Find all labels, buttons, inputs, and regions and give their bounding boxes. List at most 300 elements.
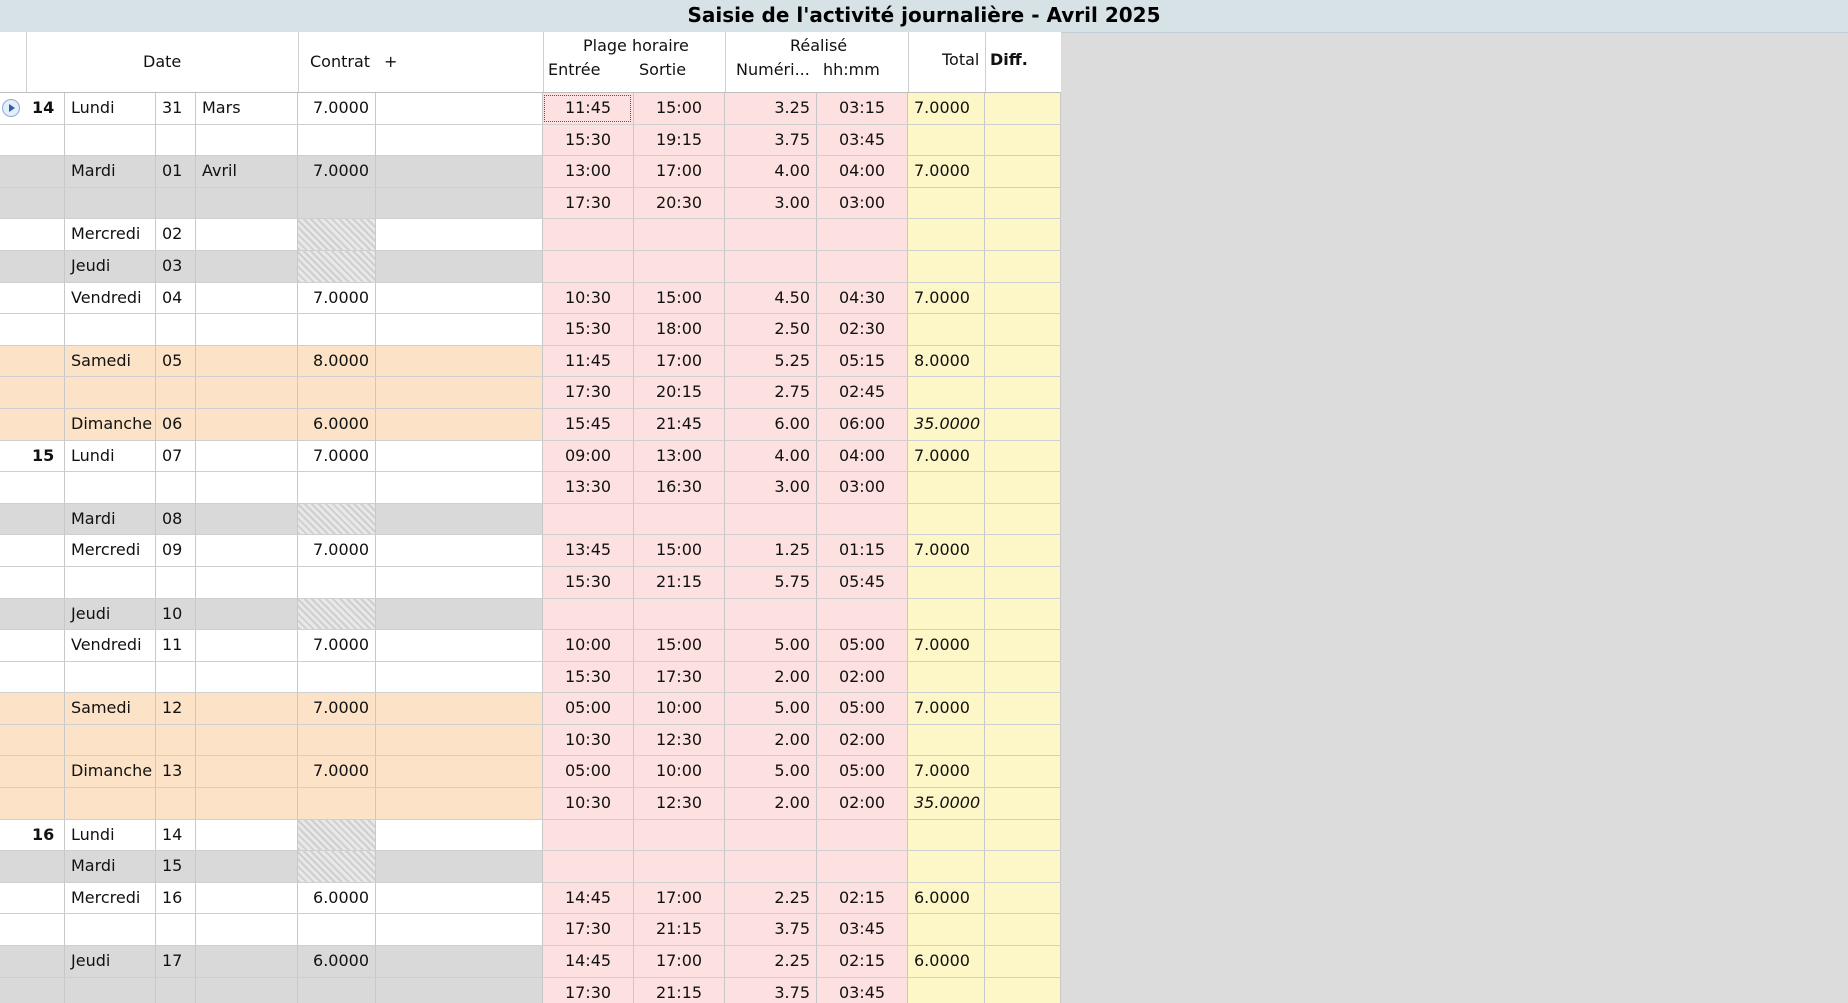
table-row[interactable] <box>0 851 1061 883</box>
total-cell[interactable]: 7.0000 <box>908 283 985 314</box>
total-cell[interactable]: 7.0000 <box>908 756 985 787</box>
hhmm-cell[interactable]: 02:15 <box>817 946 908 977</box>
entree-cell[interactable]: 15:30 <box>543 314 634 345</box>
diff-cell[interactable] <box>985 535 1061 566</box>
numeric-cell[interactable] <box>725 504 817 535</box>
contrat-cell[interactable]: 7.0000 <box>298 535 376 566</box>
table-row[interactable] <box>0 93 1061 125</box>
total-cell[interactable] <box>908 978 985 1003</box>
day-cell <box>65 662 156 693</box>
add-contrat-button[interactable]: + <box>384 52 398 71</box>
header-total[interactable]: Total <box>942 50 980 69</box>
contrat-extra-cell[interactable] <box>376 535 543 566</box>
total-cell[interactable]: 35.0000 <box>908 409 985 440</box>
contrat-extra-cell[interactable] <box>376 283 543 314</box>
diff-cell[interactable] <box>985 125 1061 156</box>
diff-cell[interactable] <box>985 472 1061 503</box>
total-cell[interactable] <box>908 314 985 345</box>
table-row[interactable] <box>0 978 1061 1003</box>
sortie-cell[interactable] <box>634 219 725 250</box>
table-row[interactable] <box>0 219 1061 251</box>
diff-cell[interactable] <box>985 188 1061 219</box>
numeric-cell[interactable] <box>725 820 817 851</box>
day-number-cell <box>156 662 196 693</box>
contrat-extra-cell[interactable] <box>376 978 543 1003</box>
table-row[interactable] <box>0 314 1061 346</box>
sortie-cell[interactable]: 17:00 <box>634 156 725 187</box>
numeric-cell[interactable]: 3.25 <box>725 93 817 124</box>
hhmm-cell[interactable]: 02:00 <box>817 662 908 693</box>
diff-cell[interactable] <box>985 504 1061 535</box>
contrat-extra-cell[interactable] <box>376 409 543 440</box>
contrat-cell[interactable] <box>298 567 376 598</box>
numeric-cell[interactable]: 4.50 <box>725 283 817 314</box>
contrat-cell[interactable]: 6.0000 <box>298 946 376 977</box>
sortie-cell[interactable]: 15:00 <box>634 630 725 661</box>
sortie-cell[interactable]: 21:45 <box>634 409 725 440</box>
contrat-extra-cell[interactable] <box>376 504 543 535</box>
week-cell <box>26 630 65 661</box>
table-row[interactable] <box>0 788 1061 820</box>
hhmm-cell[interactable]: 02:30 <box>817 314 908 345</box>
sortie-cell[interactable]: 12:30 <box>634 725 725 756</box>
total-cell[interactable]: 8.0000 <box>908 346 985 377</box>
sortie-cell[interactable]: 21:15 <box>634 567 725 598</box>
table-row[interactable] <box>0 156 1061 188</box>
numeric-cell[interactable] <box>725 219 817 250</box>
contrat-extra-cell[interactable] <box>376 693 543 724</box>
entree-cell[interactable]: 09:00 <box>543 441 634 472</box>
total-cell[interactable] <box>908 851 985 882</box>
contrat-extra-cell[interactable] <box>376 472 543 503</box>
header-date[interactable]: Date <box>143 52 182 71</box>
contrat-extra-cell[interactable] <box>376 93 543 124</box>
sortie-cell[interactable]: 17:00 <box>634 883 725 914</box>
contrat-extra-cell[interactable] <box>376 251 543 282</box>
diff-cell[interactable] <box>985 346 1061 377</box>
total-cell[interactable]: 7.0000 <box>908 156 985 187</box>
entree-cell[interactable]: 15:30 <box>543 662 634 693</box>
contrat-extra-cell[interactable] <box>376 883 543 914</box>
sortie-cell[interactable] <box>634 504 725 535</box>
entree-cell[interactable] <box>543 251 634 282</box>
contrat-extra-cell[interactable] <box>376 219 543 250</box>
sortie-cell[interactable] <box>634 820 725 851</box>
hhmm-cell[interactable]: 03:45 <box>817 978 908 1003</box>
sortie-cell[interactable] <box>634 851 725 882</box>
entree-cell[interactable]: 10:30 <box>543 788 634 819</box>
day-number-cell <box>156 725 196 756</box>
hhmm-cell[interactable]: 05:00 <box>817 756 908 787</box>
contrat-cell[interactable] <box>298 851 376 882</box>
numeric-cell[interactable]: 4.00 <box>725 156 817 187</box>
sortie-cell[interactable]: 13:00 <box>634 441 725 472</box>
header-sortie[interactable]: Sortie <box>639 60 687 79</box>
total-cell[interactable]: 7.0000 <box>908 93 985 124</box>
table-row[interactable] <box>0 283 1061 315</box>
entree-cell[interactable]: 10:00 <box>543 630 634 661</box>
numeric-cell[interactable]: 5.25 <box>725 346 817 377</box>
hhmm-cell[interactable]: 04:00 <box>817 156 908 187</box>
sortie-cell[interactable]: 15:00 <box>634 283 725 314</box>
table-row[interactable] <box>0 472 1061 504</box>
contrat-cell[interactable] <box>298 472 376 503</box>
contrat-cell[interactable] <box>298 788 376 819</box>
total-cell[interactable] <box>908 188 985 219</box>
hhmm-cell[interactable]: 04:00 <box>817 441 908 472</box>
contrat-cell[interactable] <box>298 820 376 851</box>
diff-cell[interactable] <box>985 756 1061 787</box>
contrat-cell[interactable] <box>298 219 376 250</box>
diff-cell[interactable] <box>985 314 1061 345</box>
contrat-cell[interactable] <box>298 599 376 630</box>
hhmm-cell[interactable]: 02:00 <box>817 725 908 756</box>
total-cell[interactable] <box>908 219 985 250</box>
contrat-extra-cell[interactable] <box>376 914 543 945</box>
week-cell <box>26 125 65 156</box>
contrat-extra-cell[interactable] <box>376 662 543 693</box>
numeric-cell[interactable]: 3.75 <box>725 914 817 945</box>
numeric-cell[interactable] <box>725 851 817 882</box>
numeric-cell[interactable]: 5.75 <box>725 567 817 598</box>
total-cell[interactable]: 7.0000 <box>908 535 985 566</box>
table-row[interactable] <box>0 662 1061 694</box>
header-plage-horaire: Plage horaire <box>583 36 689 55</box>
sortie-cell[interactable]: 15:00 <box>634 93 725 124</box>
week-cell <box>26 219 65 250</box>
table-row[interactable] <box>0 946 1061 978</box>
diff-cell[interactable] <box>985 93 1061 124</box>
contrat-extra-cell[interactable] <box>376 599 543 630</box>
table-row[interactable] <box>0 725 1061 757</box>
contrat-extra-cell[interactable] <box>376 188 543 219</box>
diff-cell[interactable] <box>985 946 1061 977</box>
sortie-cell[interactable]: 17:00 <box>634 346 725 377</box>
day-cell <box>65 377 156 408</box>
week-cell <box>26 409 65 440</box>
diff-cell[interactable] <box>985 567 1061 598</box>
grid-header <box>0 32 1061 93</box>
diff-cell[interactable] <box>985 156 1061 187</box>
total-cell[interactable] <box>908 725 985 756</box>
diff-cell[interactable] <box>985 219 1061 250</box>
contrat-cell[interactable] <box>298 125 376 156</box>
total-cell[interactable] <box>908 377 985 408</box>
table-row[interactable] <box>0 693 1061 725</box>
hhmm-cell[interactable]: 02:15 <box>817 883 908 914</box>
entree-cell[interactable]: 15:30 <box>543 567 634 598</box>
numeric-cell[interactable]: 4.00 <box>725 441 817 472</box>
diff-cell[interactable] <box>985 409 1061 440</box>
sortie-cell[interactable] <box>634 599 725 630</box>
hhmm-cell[interactable]: 05:15 <box>817 346 908 377</box>
entree-cell[interactable]: 17:30 <box>543 978 634 1003</box>
contrat-cell[interactable] <box>298 504 376 535</box>
contrat-extra-cell[interactable] <box>376 567 543 598</box>
numeric-cell[interactable]: 2.75 <box>725 377 817 408</box>
table-row[interactable] <box>0 346 1061 378</box>
sortie-cell[interactable]: 20:30 <box>634 188 725 219</box>
entree-cell[interactable] <box>543 851 634 882</box>
entree-cell[interactable] <box>543 820 634 851</box>
sortie-cell[interactable]: 17:00 <box>634 946 725 977</box>
day-cell: Lundi <box>65 441 156 472</box>
diff-cell[interactable] <box>985 725 1061 756</box>
total-cell[interactable]: 7.0000 <box>908 693 985 724</box>
hhmm-cell[interactable]: 03:00 <box>817 472 908 503</box>
diff-cell[interactable] <box>985 599 1061 630</box>
total-cell[interactable] <box>908 567 985 598</box>
header-entree[interactable]: Entrée <box>548 60 601 79</box>
hhmm-cell[interactable]: 02:45 <box>817 377 908 408</box>
entree-cell[interactable] <box>543 504 634 535</box>
contrat-cell[interactable]: 7.0000 <box>298 283 376 314</box>
numeric-cell[interactable]: 2.50 <box>725 314 817 345</box>
table-row[interactable] <box>0 409 1061 441</box>
entree-cell[interactable]: 13:00 <box>543 156 634 187</box>
total-cell[interactable] <box>908 662 985 693</box>
day-cell <box>65 914 156 945</box>
contrat-cell[interactable]: 6.0000 <box>298 883 376 914</box>
entree-cell[interactable] <box>543 219 634 250</box>
day-number-cell: 16 <box>156 883 196 914</box>
diff-cell[interactable] <box>985 283 1061 314</box>
numeric-cell[interactable]: 5.00 <box>725 693 817 724</box>
diff-cell[interactable] <box>985 883 1061 914</box>
total-cell[interactable] <box>908 125 985 156</box>
table-row[interactable] <box>0 914 1061 946</box>
diff-cell[interactable] <box>985 788 1061 819</box>
diff-cell[interactable] <box>985 251 1061 282</box>
week-cell <box>26 599 65 630</box>
contrat-extra-cell[interactable] <box>376 946 543 977</box>
sortie-cell[interactable]: 20:15 <box>634 377 725 408</box>
diff-cell[interactable] <box>985 693 1061 724</box>
contrat-extra-cell[interactable] <box>376 725 543 756</box>
sortie-cell[interactable]: 10:00 <box>634 756 725 787</box>
hhmm-cell[interactable]: 05:00 <box>817 693 908 724</box>
total-cell[interactable] <box>908 599 985 630</box>
contrat-extra-cell[interactable] <box>376 156 543 187</box>
contrat-extra-cell[interactable] <box>376 441 543 472</box>
table-row[interactable] <box>0 188 1061 220</box>
sortie-cell[interactable]: 12:30 <box>634 788 725 819</box>
table-row[interactable] <box>0 756 1061 788</box>
table-row[interactable] <box>0 599 1061 631</box>
month-cell <box>196 788 298 819</box>
table-row[interactable] <box>0 535 1061 567</box>
diff-cell[interactable] <box>985 851 1061 882</box>
table-row[interactable] <box>0 883 1061 915</box>
entree-cell[interactable]: 15:30 <box>543 125 634 156</box>
hhmm-cell[interactable]: 03:00 <box>817 188 908 219</box>
numeric-cell[interactable]: 3.00 <box>725 472 817 503</box>
entree-cell[interactable]: 13:45 <box>543 535 634 566</box>
hhmm-cell[interactable]: 06:00 <box>817 409 908 440</box>
entree-cell[interactable]: 15:45 <box>543 409 634 440</box>
entree-cell[interactable]: 10:30 <box>543 283 634 314</box>
numeric-cell[interactable] <box>725 599 817 630</box>
day-number-cell: 14 <box>156 820 196 851</box>
entree-cell[interactable]: 11:45 <box>543 346 634 377</box>
contrat-cell[interactable] <box>298 914 376 945</box>
hhmm-cell[interactable] <box>817 219 908 250</box>
entree-cell[interactable]: 14:45 <box>543 883 634 914</box>
table-row[interactable] <box>0 567 1061 599</box>
numeric-cell[interactable]: 2.00 <box>725 662 817 693</box>
contrat-cell[interactable] <box>298 314 376 345</box>
sortie-cell[interactable]: 16:30 <box>634 472 725 503</box>
hhmm-cell[interactable] <box>817 251 908 282</box>
diff-cell[interactable] <box>985 914 1061 945</box>
contrat-extra-cell[interactable] <box>376 377 543 408</box>
table-row[interactable] <box>0 251 1061 283</box>
numeric-cell[interactable]: 2.25 <box>725 946 817 977</box>
contrat-cell[interactable]: 7.0000 <box>298 756 376 787</box>
day-cell <box>65 314 156 345</box>
hhmm-cell[interactable] <box>817 820 908 851</box>
total-cell[interactable]: 35.0000 <box>908 788 985 819</box>
contrat-extra-cell[interactable] <box>376 788 543 819</box>
diff-cell[interactable] <box>985 662 1061 693</box>
diff-cell[interactable] <box>985 630 1061 661</box>
header-numerique[interactable]: Numéri... <box>736 60 810 79</box>
total-cell[interactable]: 6.0000 <box>908 883 985 914</box>
contrat-cell[interactable]: 8.0000 <box>298 346 376 377</box>
sortie-cell[interactable]: 17:30 <box>634 662 725 693</box>
contrat-extra-cell[interactable] <box>376 820 543 851</box>
contrat-extra-cell[interactable] <box>376 756 543 787</box>
day-cell: Mardi <box>65 504 156 535</box>
sortie-cell[interactable]: 21:15 <box>634 978 725 1003</box>
total-cell[interactable] <box>908 251 985 282</box>
contrat-cell[interactable]: 6.0000 <box>298 409 376 440</box>
sortie-cell[interactable]: 18:00 <box>634 314 725 345</box>
table-row[interactable] <box>0 377 1061 409</box>
contrat-cell[interactable] <box>298 188 376 219</box>
hhmm-cell[interactable]: 03:15 <box>817 93 908 124</box>
numeric-cell[interactable]: 6.00 <box>725 409 817 440</box>
contrat-extra-cell[interactable] <box>376 314 543 345</box>
diff-cell[interactable] <box>985 377 1061 408</box>
entree-cell[interactable]: 10:30 <box>543 725 634 756</box>
contrat-cell[interactable] <box>298 725 376 756</box>
hhmm-cell[interactable] <box>817 504 908 535</box>
entree-cell[interactable]: 17:30 <box>543 188 634 219</box>
hhmm-cell[interactable]: 05:45 <box>817 567 908 598</box>
header-hhmm[interactable]: hh:mm <box>823 60 880 79</box>
table-row[interactable] <box>0 820 1061 852</box>
contrat-cell[interactable]: 7.0000 <box>298 630 376 661</box>
total-cell[interactable] <box>908 472 985 503</box>
total-cell[interactable] <box>908 820 985 851</box>
week-cell <box>26 283 65 314</box>
header-contrat[interactable]: Contrat <box>310 52 371 71</box>
contrat-cell[interactable]: 7.0000 <box>298 693 376 724</box>
total-cell[interactable] <box>908 914 985 945</box>
numeric-cell[interactable]: 2.25 <box>725 883 817 914</box>
week-cell <box>26 472 65 503</box>
day-number-cell <box>156 788 196 819</box>
numeric-cell[interactable]: 1.25 <box>725 535 817 566</box>
entree-cell[interactable]: 14:45 <box>543 946 634 977</box>
entree-cell[interactable]: 17:30 <box>543 377 634 408</box>
week-cell <box>26 725 65 756</box>
table-row[interactable] <box>0 504 1061 536</box>
entree-cell[interactable]: 17:30 <box>543 914 634 945</box>
numeric-cell[interactable]: 2.00 <box>725 725 817 756</box>
entree-cell[interactable]: 11:45 <box>543 93 634 124</box>
diff-cell[interactable] <box>985 441 1061 472</box>
total-cell[interactable]: 6.0000 <box>908 946 985 977</box>
sortie-cell[interactable]: 19:15 <box>634 125 725 156</box>
entree-cell[interactable]: 05:00 <box>543 756 634 787</box>
numeric-cell[interactable]: 3.75 <box>725 978 817 1003</box>
sortie-cell[interactable]: 10:00 <box>634 693 725 724</box>
week-cell <box>26 156 65 187</box>
entree-cell[interactable] <box>543 599 634 630</box>
contrat-extra-cell[interactable] <box>376 346 543 377</box>
sortie-cell[interactable]: 21:15 <box>634 914 725 945</box>
total-cell[interactable]: 7.0000 <box>908 630 985 661</box>
table-row[interactable] <box>0 630 1061 662</box>
entree-cell[interactable]: 13:30 <box>543 472 634 503</box>
header-diff[interactable]: Diff. <box>990 50 1028 69</box>
diff-cell[interactable] <box>985 978 1061 1003</box>
entree-cell[interactable]: 05:00 <box>543 693 634 724</box>
contrat-cell[interactable] <box>298 251 376 282</box>
contrat-extra-cell[interactable] <box>376 630 543 661</box>
table-row[interactable] <box>0 441 1061 473</box>
hhmm-cell[interactable]: 03:45 <box>817 125 908 156</box>
day-cell: Vendredi <box>65 630 156 661</box>
hhmm-cell[interactable]: 04:30 <box>817 283 908 314</box>
hhmm-cell[interactable]: 05:00 <box>817 630 908 661</box>
total-cell[interactable]: 7.0000 <box>908 441 985 472</box>
sortie-cell[interactable] <box>634 251 725 282</box>
contrat-cell[interactable]: 7.0000 <box>298 156 376 187</box>
total-cell[interactable] <box>908 504 985 535</box>
contrat-cell[interactable] <box>298 978 376 1003</box>
contrat-cell[interactable]: 7.0000 <box>298 441 376 472</box>
hhmm-cell[interactable]: 02:00 <box>817 788 908 819</box>
table-row[interactable] <box>0 125 1061 157</box>
day-cell: Samedi <box>65 693 156 724</box>
numeric-cell[interactable]: 3.00 <box>725 188 817 219</box>
day-number-cell <box>156 472 196 503</box>
contrat-extra-cell[interactable] <box>376 125 543 156</box>
week-cell <box>26 883 65 914</box>
contrat-cell[interactable]: 7.0000 <box>298 93 376 124</box>
contrat-cell[interactable] <box>298 662 376 693</box>
contrat-cell[interactable] <box>298 377 376 408</box>
numeric-cell[interactable] <box>725 251 817 282</box>
numeric-cell[interactable]: 5.00 <box>725 630 817 661</box>
hhmm-cell[interactable]: 01:15 <box>817 535 908 566</box>
sortie-cell[interactable]: 15:00 <box>634 535 725 566</box>
month-cell <box>196 188 298 219</box>
hhmm-cell[interactable]: 03:45 <box>817 914 908 945</box>
week-cell: 15 <box>26 441 65 472</box>
hhmm-cell[interactable] <box>817 599 908 630</box>
numeric-cell[interactable]: 5.00 <box>725 756 817 787</box>
hhmm-cell[interactable] <box>817 851 908 882</box>
numeric-cell[interactable]: 3.75 <box>725 125 817 156</box>
month-cell: Mars <box>196 93 298 124</box>
diff-cell[interactable] <box>985 820 1061 851</box>
numeric-cell[interactable]: 2.00 <box>725 788 817 819</box>
contrat-extra-cell[interactable] <box>376 851 543 882</box>
